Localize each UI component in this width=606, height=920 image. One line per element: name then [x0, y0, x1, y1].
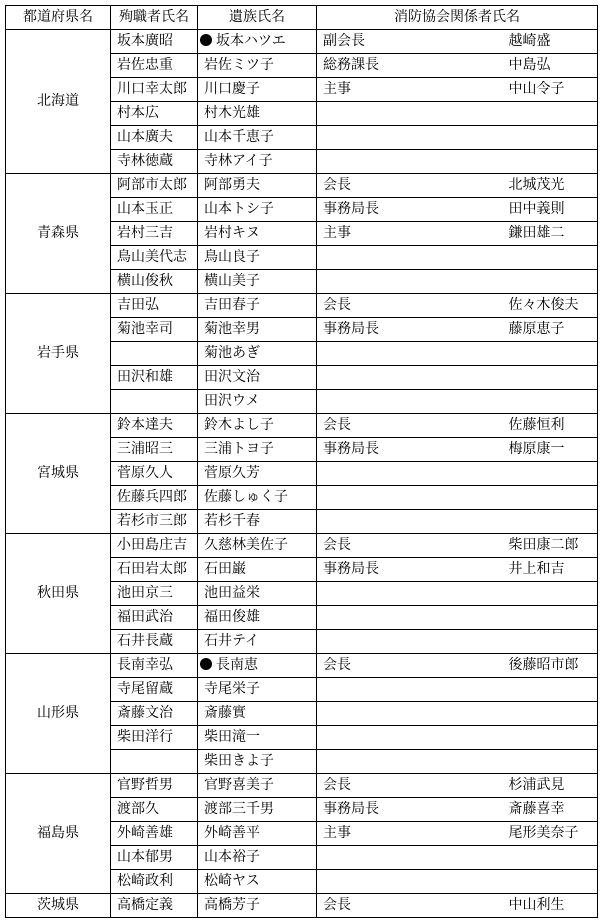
association-official-cell: 梅原康一 — [503, 438, 598, 462]
association-role-cell — [317, 390, 503, 414]
association-official-cell — [503, 366, 598, 390]
victim-name-cell: 山本廣夫 — [111, 126, 198, 150]
family-name-cell — [198, 126, 317, 150]
association-official-cell: 斎藤喜幸 — [503, 798, 598, 822]
family-name-text: 松崎ヤス — [204, 873, 260, 889]
family-name-cell — [198, 558, 317, 582]
victim-name-cell: 池田京三 — [111, 582, 198, 606]
association-official-cell — [503, 462, 598, 486]
association-official-cell — [503, 486, 598, 510]
table-row — [6, 894, 598, 918]
family-name-cell — [198, 198, 317, 222]
association-official-cell: 佐々木俊夫 — [503, 294, 598, 318]
family-name-cell — [198, 246, 317, 270]
prefecture-cell: 茨城県 — [6, 894, 111, 918]
victim-name-cell: 阿部市太郎 — [111, 174, 198, 198]
family-name-cell — [198, 510, 317, 534]
association-official-cell — [503, 342, 598, 366]
association-official-cell: 佐藤恒利 — [503, 414, 598, 438]
association-role-cell — [317, 702, 503, 726]
association-role-cell: 会長 — [317, 414, 503, 438]
association-role-cell: 会長 — [317, 654, 503, 678]
victim-name-cell: 斎藤文治 — [111, 702, 198, 726]
family-name-text: 田沢ウメ — [204, 393, 260, 409]
victim-name-cell: 福田武治 — [111, 606, 198, 630]
family-name-text: 長南恵 — [216, 657, 258, 673]
victim-name-cell: 山本玉正 — [111, 198, 198, 222]
victim-name-cell: 長南幸弘 — [111, 654, 198, 678]
association-official-cell: 中島弘 — [503, 54, 598, 78]
family-name-text: 田沢文治 — [204, 369, 260, 385]
association-official-cell — [503, 390, 598, 414]
family-name-text: 鳥山良子 — [204, 249, 260, 265]
victim-name-cell: 高橋定義 — [111, 894, 198, 918]
family-name-text: 吉田春子 — [204, 297, 260, 313]
association-official-cell: 越崎盛 — [503, 30, 598, 54]
family-name-text: 石井テイ — [204, 633, 260, 649]
association-role-cell — [317, 846, 503, 870]
family-name-text: 岩佐ミツ子 — [204, 57, 274, 73]
family-name-text: 若杉千春 — [204, 513, 260, 529]
association-role-cell — [317, 270, 503, 294]
victim-name-cell: 官野哲男 — [111, 774, 198, 798]
family-name-text: 菊池幸男 — [204, 321, 260, 337]
family-name-text: 鈴木よし子 — [204, 417, 274, 433]
victim-name-cell: 坂本廣昭 — [111, 30, 198, 54]
victim-name-cell: 田沢和雄 — [111, 366, 198, 390]
family-name-cell — [198, 342, 317, 366]
association-role-cell — [317, 582, 503, 606]
association-role-cell — [317, 150, 503, 174]
association-official-cell — [503, 270, 598, 294]
prefecture-cell: 福島県 — [6, 774, 111, 894]
association-role-cell — [317, 678, 503, 702]
victim-name-cell: 三浦昭三 — [111, 438, 198, 462]
family-name-text: 三浦トヨ子 — [204, 441, 274, 457]
family-name-cell — [198, 822, 317, 846]
victim-name-cell — [111, 750, 198, 774]
association-official-cell — [503, 126, 598, 150]
association-role-cell: 事務局長 — [317, 798, 503, 822]
family-name-text: 横山美子 — [204, 273, 260, 289]
table-row — [6, 294, 598, 318]
family-name-cell — [198, 222, 317, 246]
association-role-cell: 事務局長 — [317, 198, 503, 222]
family-name-cell — [198, 678, 317, 702]
association-official-cell — [503, 846, 598, 870]
family-name-cell — [198, 870, 317, 894]
family-name-text: 寺林アイ子 — [204, 153, 273, 169]
victim-name-cell: 岩村三吉 — [111, 222, 198, 246]
association-official-cell: 鎌田雄二 — [503, 222, 598, 246]
association-role-cell — [317, 126, 503, 150]
family-name-text: 菊池あぎ — [204, 345, 260, 361]
victim-name-cell: 岩佐忠重 — [111, 54, 198, 78]
association-official-cell: 尾形美奈子 — [503, 822, 598, 846]
family-name-cell — [198, 582, 317, 606]
association-role-cell — [317, 246, 503, 270]
family-name-cell — [198, 390, 317, 414]
victim-name-cell: 寺林徳蔵 — [111, 150, 198, 174]
family-name-text: 柴田滝一 — [204, 729, 260, 745]
association-role-cell: 会長 — [317, 534, 503, 558]
header-association: 消防協会関係者氏名 — [317, 6, 598, 30]
victim-name-cell: 鳥山美代志 — [111, 246, 198, 270]
prefecture-cell: 宮城県 — [6, 414, 111, 534]
family-name-text: 佐藤しゅく子 — [204, 489, 288, 505]
victim-name-cell: 石井長蔵 — [111, 630, 198, 654]
association-official-cell — [503, 750, 598, 774]
association-official-cell — [503, 870, 598, 894]
header-family: 遺族氏名 — [198, 6, 317, 30]
victim-name-cell: 吉田弘 — [111, 294, 198, 318]
family-name-text: 久慈林美佐子 — [204, 537, 288, 553]
association-official-cell: 北城茂光 — [503, 174, 598, 198]
prefecture-cell: 秋田県 — [6, 534, 111, 654]
victim-name-cell: 外崎善雄 — [111, 822, 198, 846]
association-official-cell — [503, 246, 598, 270]
association-role-cell — [317, 342, 503, 366]
association-official-cell: 中山令子 — [503, 78, 598, 102]
table-row — [6, 30, 598, 54]
memorial-table — [5, 5, 598, 918]
association-role-cell: 事務局長 — [317, 558, 503, 582]
filled-circle-icon — [200, 34, 212, 46]
family-name-cell — [198, 102, 317, 126]
victim-name-cell: 鈴本達夫 — [111, 414, 198, 438]
family-name-cell — [198, 630, 317, 654]
association-role-cell: 会長 — [317, 774, 503, 798]
family-name-text: 村木光雄 — [204, 105, 260, 121]
table-row — [6, 654, 598, 678]
family-name-text: 川口慶子 — [204, 81, 260, 97]
victim-name-cell: 若杉市三郎 — [111, 510, 198, 534]
family-name-text: 福田俊雄 — [204, 609, 260, 625]
victim-name-cell: 松崎政利 — [111, 870, 198, 894]
association-official-cell — [503, 678, 598, 702]
prefecture-cell: 北海道 — [6, 30, 111, 174]
family-name-cell — [198, 438, 317, 462]
association-role-cell — [317, 750, 503, 774]
association-official-cell: 後藤昭市郎 — [503, 654, 598, 678]
association-role-cell: 主事 — [317, 78, 503, 102]
association-role-cell: 会長 — [317, 894, 503, 918]
family-name-cell — [198, 798, 317, 822]
victim-name-cell — [111, 390, 198, 414]
family-name-text: 岩村キヌ — [204, 225, 260, 241]
victim-name-cell: 菅原久人 — [111, 462, 198, 486]
family-name-cell — [198, 846, 317, 870]
association-role-cell — [317, 870, 503, 894]
prefecture-cell: 岩手県 — [6, 294, 111, 414]
family-name-cell — [198, 774, 317, 798]
victim-name-cell: 柴田洋行 — [111, 726, 198, 750]
family-name-text: 斎藤實 — [204, 705, 246, 721]
header-prefecture: 都道府県名 — [6, 6, 111, 30]
family-name-cell — [198, 270, 317, 294]
header-row — [6, 6, 598, 30]
family-name-text: 渡部三千男 — [204, 801, 274, 817]
family-name-cell — [198, 726, 317, 750]
association-official-cell — [503, 606, 598, 630]
association-official-cell — [503, 630, 598, 654]
victim-name-cell: 菊池幸司 — [111, 318, 198, 342]
association-role-cell: 総務課長 — [317, 54, 503, 78]
victim-name-cell: 村本広 — [111, 102, 198, 126]
memorial-table-sheet — [5, 5, 598, 918]
family-name-text: 山本千恵子 — [204, 129, 274, 145]
family-name-text: 阿部勇夫 — [204, 177, 260, 193]
association-role-cell — [317, 102, 503, 126]
prefecture-cell: 山形県 — [6, 654, 111, 774]
family-name-cell — [198, 54, 317, 78]
family-name-text: 池田益栄 — [204, 585, 260, 601]
association-role-cell — [317, 606, 503, 630]
association-official-cell: 杉浦武見 — [503, 774, 598, 798]
victim-name-cell: 川口幸太郎 — [111, 78, 198, 102]
association-role-cell: 主事 — [317, 822, 503, 846]
association-role-cell: 主事 — [317, 222, 503, 246]
family-name-text: 石田巌 — [204, 561, 246, 577]
family-name-cell — [198, 30, 317, 54]
association-role-cell — [317, 486, 503, 510]
family-name-cell — [198, 654, 317, 678]
family-name-cell — [198, 294, 317, 318]
victim-name-cell: 横山俊秋 — [111, 270, 198, 294]
table-row — [6, 174, 598, 198]
table-row — [6, 414, 598, 438]
family-name-cell — [198, 534, 317, 558]
family-name-cell — [198, 462, 317, 486]
family-name-cell — [198, 366, 317, 390]
prefecture-cell: 青森県 — [6, 174, 111, 294]
family-name-text: 坂本ハツエ — [216, 33, 286, 49]
family-name-text: 外崎善平 — [204, 825, 260, 841]
family-name-cell — [198, 150, 317, 174]
family-name-text: 高橋芳子 — [204, 897, 260, 913]
association-official-cell: 井上和吉 — [503, 558, 598, 582]
association-role-cell — [317, 510, 503, 534]
family-name-text: 寺尾栄子 — [204, 681, 260, 697]
family-name-cell — [198, 606, 317, 630]
association-role-cell — [317, 726, 503, 750]
family-name-cell — [198, 750, 317, 774]
family-name-text: 山本トシ子 — [204, 201, 274, 217]
family-name-text: 柴田きよ子 — [204, 753, 274, 769]
family-name-cell — [198, 702, 317, 726]
association-official-cell — [503, 102, 598, 126]
family-name-text: 菅原久芳 — [204, 465, 260, 481]
victim-name-cell: 寺尾留蔵 — [111, 678, 198, 702]
association-official-cell: 柴田康二郎 — [503, 534, 598, 558]
family-name-cell — [198, 318, 317, 342]
family-name-text: 山本裕子 — [204, 849, 260, 865]
victim-name-cell: 石田岩太郎 — [111, 558, 198, 582]
association-official-cell — [503, 510, 598, 534]
family-name-cell — [198, 486, 317, 510]
association-role-cell: 事務局長 — [317, 438, 503, 462]
association-role-cell: 事務局長 — [317, 318, 503, 342]
family-name-cell — [198, 414, 317, 438]
victim-name-cell: 渡部久 — [111, 798, 198, 822]
association-official-cell — [503, 726, 598, 750]
association-official-cell: 藤原恵子 — [503, 318, 598, 342]
association-official-cell — [503, 702, 598, 726]
association-role-cell: 会長 — [317, 294, 503, 318]
family-name-cell — [198, 174, 317, 198]
victim-name-cell: 佐藤兵四郎 — [111, 486, 198, 510]
association-official-cell — [503, 582, 598, 606]
table-body — [6, 30, 598, 918]
filled-circle-icon — [200, 658, 212, 670]
table-row — [6, 534, 598, 558]
table-row — [6, 774, 598, 798]
association-role-cell — [317, 630, 503, 654]
family-name-text: 官野喜美子 — [204, 777, 274, 793]
association-role-cell: 副会長 — [317, 30, 503, 54]
association-official-cell — [503, 150, 598, 174]
association-role-cell: 会長 — [317, 174, 503, 198]
family-name-cell — [198, 78, 317, 102]
association-official-cell: 田中義則 — [503, 198, 598, 222]
association-official-cell: 中山利生 — [503, 894, 598, 918]
victim-name-cell: 小田島庄吉 — [111, 534, 198, 558]
association-role-cell — [317, 462, 503, 486]
family-name-cell — [198, 894, 317, 918]
header-victim: 殉職者氏名 — [111, 6, 198, 30]
association-role-cell — [317, 366, 503, 390]
victim-name-cell: 山本郁男 — [111, 846, 198, 870]
victim-name-cell — [111, 342, 198, 366]
